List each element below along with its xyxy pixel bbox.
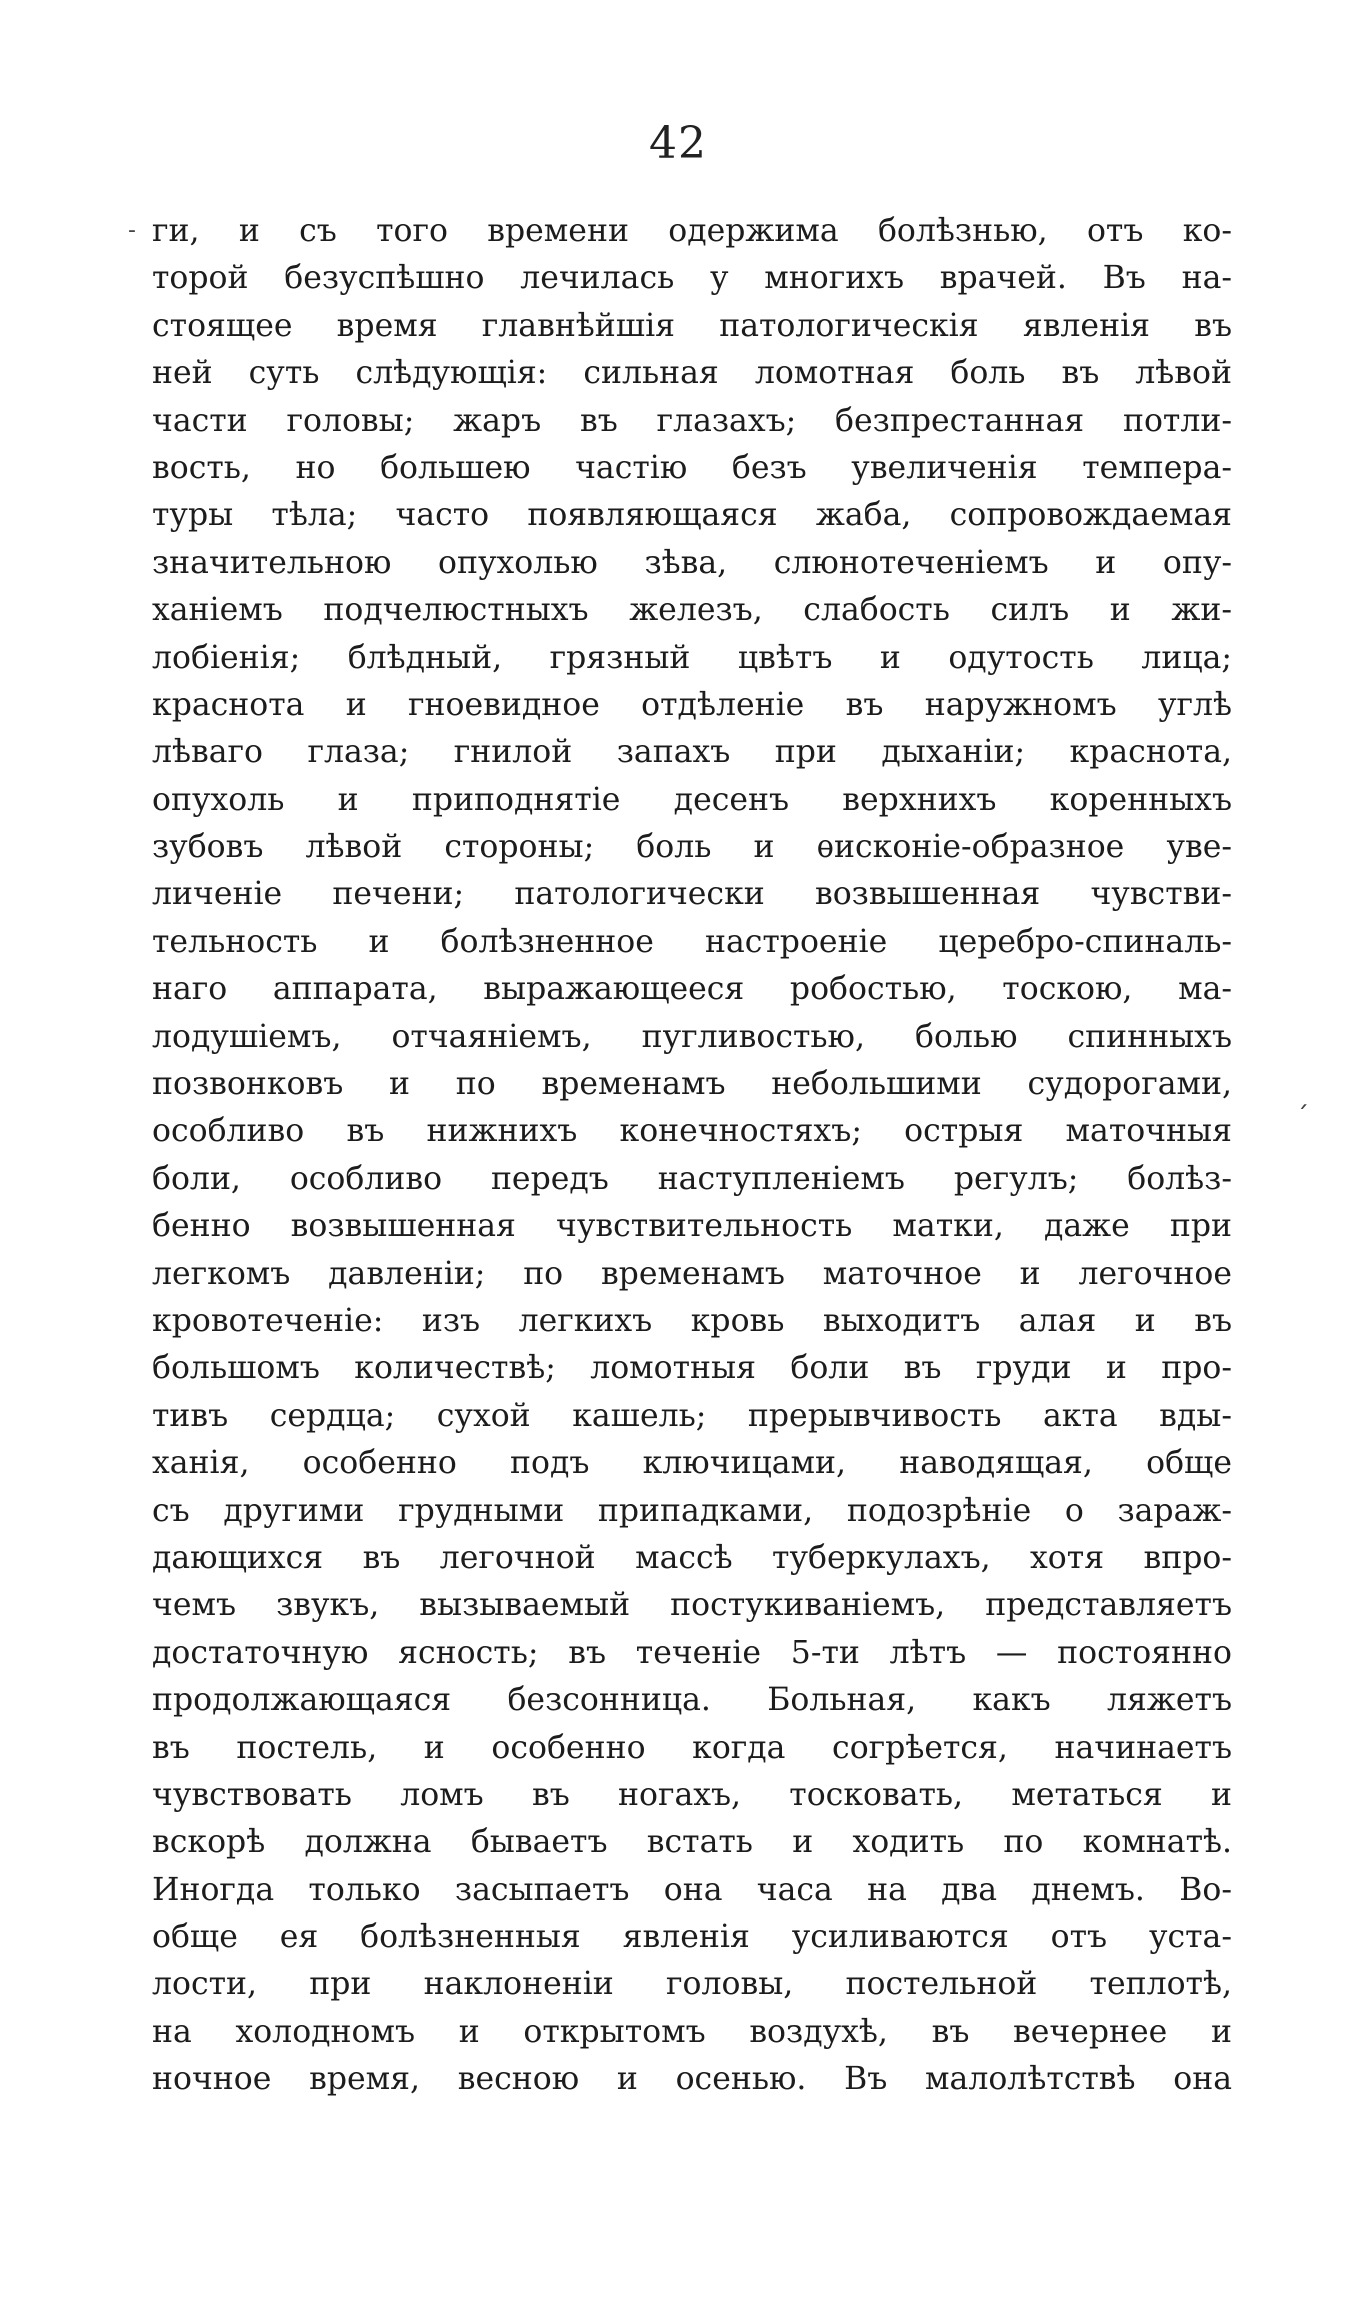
text-line: чувствовать ломъ въ ногахъ, тосковать, метаться и xyxy=(152,1776,1232,1813)
text-line: лѣваго глаза; гнилой запахъ при дыханіи; краснота, xyxy=(152,734,1232,771)
text-line: ней суть слѣдующія: сильная ломотная боль въ лѣвой xyxy=(152,355,1232,392)
text-line: большомъ количествѣ; ломотныя боли въ груди и про- xyxy=(152,1350,1232,1387)
margin-tick-mark: ˏ xyxy=(1296,1080,1309,1110)
text-line: вость, но большею частію безъ увеличенія темпера- xyxy=(152,449,1232,486)
text-line: легкомъ давленіи; по временамъ маточное и легочное xyxy=(152,1255,1232,1292)
text-line: вскорѣ должна бываетъ встать и ходить по комнатѣ. xyxy=(152,1824,1232,1861)
text-line: опухоль и приподнятіе десенъ верхнихъ коренныхъ xyxy=(152,781,1232,818)
page-number: 42 xyxy=(649,118,707,169)
text-line: личеніе печени; патологически возвышенная чувстви- xyxy=(152,876,1232,913)
text-line: тельность и болѣзненное настроеніе церебро-спиналь- xyxy=(152,923,1232,960)
text-line: ночное время, весною и осенью. Въ малолѣтствѣ она xyxy=(152,2061,1232,2098)
text-line: позвонковъ и по временамъ небольшими судорогами, xyxy=(152,1066,1232,1103)
text-line: тивъ сердца; сухой кашель; прерывчивость акта вды- xyxy=(152,1397,1232,1434)
text-line: въ постель, и особенно когда согрѣется, начинаетъ xyxy=(152,1729,1232,1766)
text-line: наго аппарата, выражающееся робостью, тоскою, ма- xyxy=(152,971,1232,1008)
text-line: стоящее время главнѣйшія патологическія явленія въ xyxy=(152,307,1232,344)
margin-dash-mark: - xyxy=(128,218,136,243)
text-line: ханія, особенно подъ ключицами, наводящая, обще xyxy=(152,1445,1232,1482)
text-line: бенно возвышенная чувствительность матки, даже при xyxy=(152,1208,1232,1245)
text-line: Иногда только засыпаетъ она часа на два днемъ. Во- xyxy=(152,1871,1232,1908)
text-line: продолжающаяся безсонница. Больная, какъ ляжетъ xyxy=(152,1682,1232,1719)
text-line: ги, и съ того времени одержима болѣзнью, отъ ко- xyxy=(152,213,1232,249)
text-line: части головы; жаръ въ глазахъ; безпрестанная потли- xyxy=(152,402,1232,439)
text-line: лобіенія; блѣдный, грязный цвѣтъ и одутость лица; xyxy=(152,639,1232,676)
text-line: туры тѣла; часто появляющаяся жаба, сопровождаемая xyxy=(152,497,1232,534)
text-line: значительною опухолью зѣва, слюнотеченіемъ и опу- xyxy=(152,544,1232,581)
text-line: боли, особливо передъ наступленіемъ регулъ; болѣз- xyxy=(152,1160,1232,1197)
text-line: дающихся въ легочной массѣ туберкулахъ, хотя впро- xyxy=(152,1539,1232,1576)
body-text xyxy=(152,208,1232,2104)
text-line: лодушіемъ, отчаяніемъ, пугливостью, болью спинныхъ xyxy=(152,1018,1232,1055)
text-line: достаточную ясность; въ теченіе 5-ти лѣтъ — постоянно xyxy=(152,1634,1232,1671)
text-line: лости, при наклоненіи головы, постельной теплотѣ, xyxy=(152,1966,1232,2003)
text-line: ханіемъ подчелюстныхъ железъ, слабость силъ и жи- xyxy=(152,592,1232,629)
text-line: кровотеченіе: изъ легкихъ кровь выходитъ алая и въ xyxy=(152,1302,1232,1339)
text-line: чемъ звукъ, вызываемый постукиваніемъ, представляетъ xyxy=(152,1587,1232,1624)
text-line: особливо въ нижнихъ конечностяхъ; острыя маточныя xyxy=(152,1113,1232,1150)
text-line: обще ея болѣзненныя явленія усиливаются отъ уста- xyxy=(152,1919,1232,1956)
text-line: съ другими грудными припадками, подозрѣніе о зараж- xyxy=(152,1492,1232,1529)
text-line: краснота и гноевидное отдѣленіе въ наружномъ углѣ xyxy=(152,686,1232,723)
text-line: торой безуспѣшно лечилась у многихъ врачей. Въ на- xyxy=(152,260,1232,297)
text-line: на холодномъ и открытомъ воздухѣ, въ вечернее и xyxy=(152,2013,1232,2050)
text-line: зубовъ лѣвой стороны; боль и ѳисконіе-образное уве- xyxy=(152,829,1232,866)
